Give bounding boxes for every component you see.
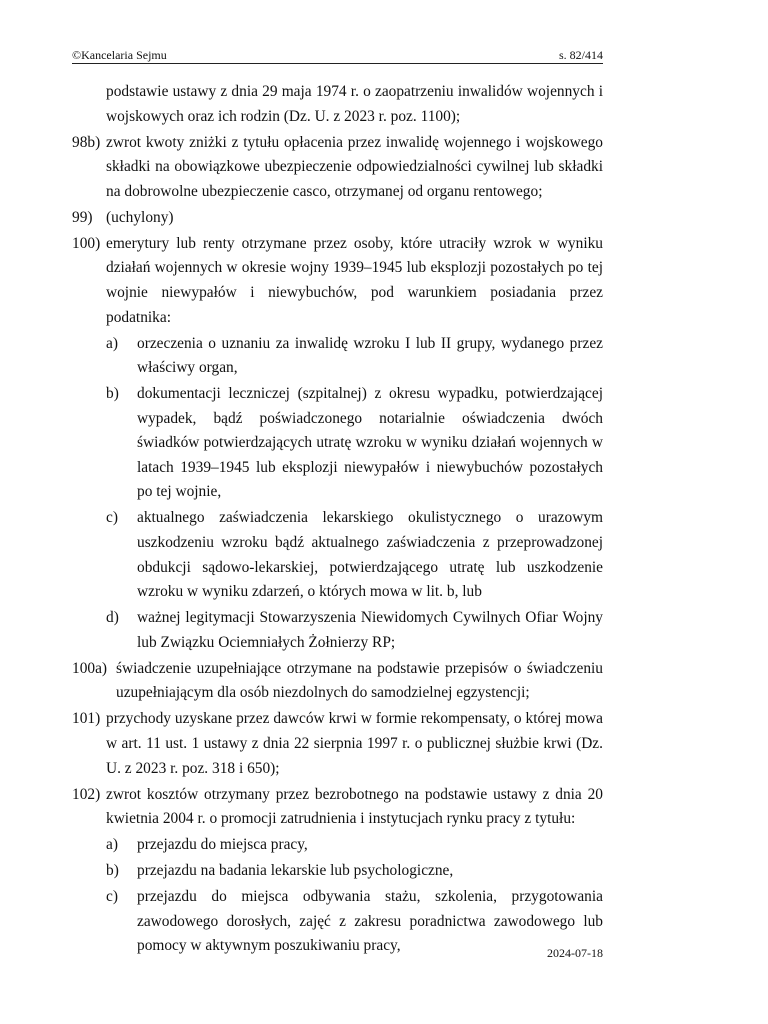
- item-number: 99): [72, 208, 93, 226]
- sub-item-text: przejazdu do miejsca odbywania stażu, szkolenia, przygotowania zawodowego dorosłych, zajęć z zakresu poradnictwa zawodowego lub pomocy w aktywnym poszukiwaniu pracy,: [137, 888, 603, 955]
- item-number: 98b): [72, 133, 101, 151]
- item-text: świadczenie uzupełniające otrzymane na podstawie przepisów o świadczeniu uzupełniającym dla osób niezdolnych do samodzielnej egzystencji;: [116, 659, 603, 702]
- item-text: emerytury lub renty otrzymane przez osoby, które utraciły wzrok w wyniku działań wojennych w okresie wojny 1939–1945 lub eksplozji pozostałych po tej wojnie niewypałów i niewybuchów, pod warunkiem posiadania przez podatnika:: [106, 234, 603, 326]
- sub-item-text: dokumentacji leczniczej (szpitalnej) z okresu wypadku, potwierdzającej wypadek, bądź poświadczonego notarialnie oświadczenia dwóch świadków potwierdzających utratę wzroku w wyniku działań wojennych w latach 1939–1945 lub eksplozji niewypałów i niewybuchów pozostałych po tej wojnie,: [137, 385, 603, 501]
- sub-item-label: a): [106, 836, 118, 854]
- list-item: [72, 657, 603, 706]
- sub-item-label: a): [106, 334, 118, 352]
- sub-item-label: c): [106, 509, 118, 527]
- sub-item: [72, 833, 603, 858]
- item-text: (uchylony): [106, 208, 174, 226]
- sub-item-label: b): [106, 385, 119, 403]
- sub-item-label: b): [106, 862, 119, 880]
- continued-paragraph: podstawie ustawy z dnia 29 maja 1974 r. o zaopatrzeniu inwalidów wojennych i wojskowych oraz ich rodzin (Dz. U. z 2023 r. poz. 1100);: [106, 83, 603, 125]
- item-number: 102): [72, 785, 101, 803]
- list-item: [72, 232, 603, 330]
- sub-item-text: aktualnego zaświadczenia lekarskiego okulistycznego o urazowym uszkodzeniu wzroku bądź aktualnego zaświadczenia z przeprowadzonej obdukcji sądowo-lekarskiej, potwierdzającego utratę lub uszkodzenie wzroku w wyniku zdarzeń, o których mowa w lit. b, lub: [137, 509, 603, 601]
- list-item: [72, 206, 603, 231]
- sub-item-label: c): [106, 888, 118, 906]
- item-text: zwrot kosztów otrzymany przez bezrobotnego na podstawie ustawy z dnia 20 kwietnia 2004 r. o promocji zatrudnienia i instytucjach rynku pracy z tytułu:: [106, 785, 603, 828]
- list-item: [72, 131, 603, 205]
- item-text: zwrot kwoty zniżki z tytułu opłacenia przez inwalidę wojennego i wojskowego składki na obowiązkowe ubezpieczenie odpowiedzialności cywilnej lub składki na dobrowolne ubezpieczenie casco, otrzymanej od organu rentowego;: [106, 133, 603, 200]
- item-number: 100): [72, 234, 101, 252]
- sub-item-text: ważnej legitymacji Stowarzyszenia Niewidomych Cywilnych Ofiar Wojny lub Związku Ociemniałych Żołnierzy RP;: [137, 609, 603, 651]
- item-text: przychody uzyskane przez dawców krwi w formie rekompensaty, o której mowa w art. 11 ust. 1 ustawy z dnia 22 sierpnia 1997 r. o publicznej służbie krwi (Dz. U. z 2023 r. poz. 318 i 650);: [106, 710, 603, 777]
- page-footer-date: 2024-07-18: [547, 946, 603, 960]
- sub-item: [72, 332, 603, 381]
- sub-item-text: orzeczenia o uznaniu za inwalidę wzroku I lub II grupy, wydanego przez właściwy organ,: [137, 334, 603, 377]
- header-source: ©Kancelaria Sejmu: [72, 48, 167, 62]
- item-number: 100a): [72, 659, 108, 677]
- sub-item: [72, 859, 603, 884]
- document-body: [72, 80, 603, 960]
- header-page-number: s. 82/414: [558, 48, 603, 62]
- list-item: [72, 783, 603, 832]
- sub-item: [72, 606, 603, 655]
- sub-item-label: d): [106, 609, 119, 627]
- sub-item-text: przejazdu na badania lekarskie lub psychologiczne,: [137, 862, 454, 880]
- page-header: [72, 48, 603, 64]
- item-number: 101): [72, 710, 101, 728]
- sub-item-text: przejazdu do miejsca pracy,: [137, 836, 308, 854]
- list-item: [72, 707, 603, 781]
- sub-item: [72, 506, 603, 604]
- sub-item: [72, 382, 603, 505]
